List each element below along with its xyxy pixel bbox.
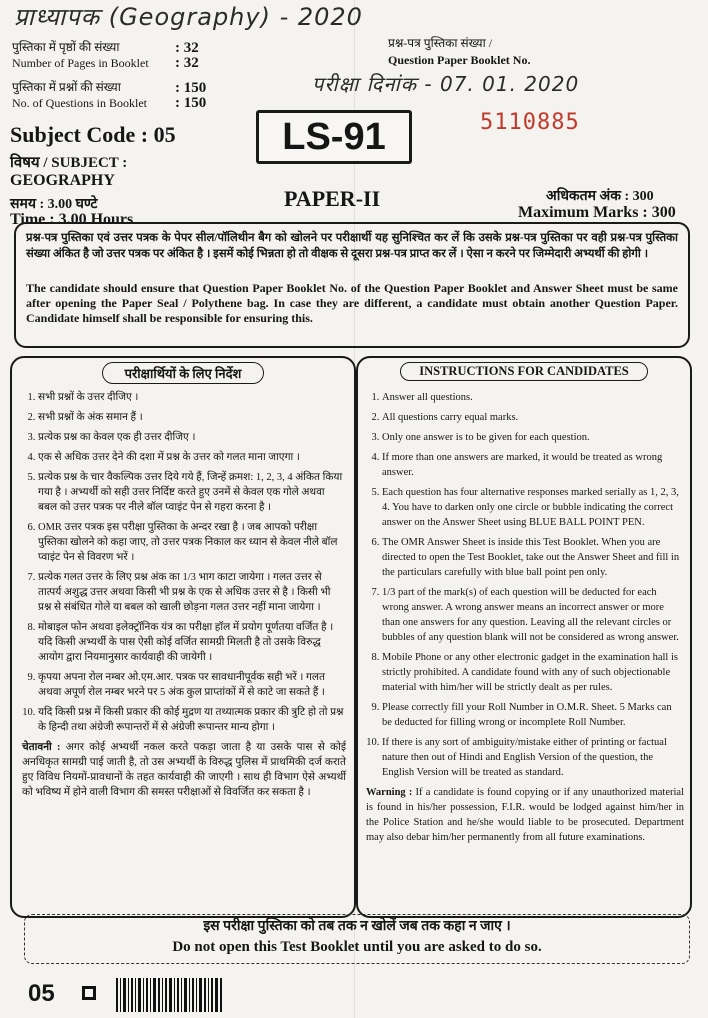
subject-label: विषय / SUBJECT :: [10, 155, 128, 171]
hindi-instructions-list: [14, 390, 346, 735]
code-box-text: LS-91: [282, 116, 386, 158]
booklet-no-label-en: Question Paper Booklet No.: [388, 53, 531, 67]
list-item: 4. एक से अधिक उत्तर देने की दशा में प्रश्न के उत्तर को गलत माना जाएगा ।: [38, 450, 346, 465]
list-item: 7. 1/3 part of the mark(s) of each question will be deducted for each wrong answer. A wrong answer means an incorrect answer or more than one answers for any question. Leaving all the relevant circles or bubbles of any question blank will not be considered as wrong answer.: [382, 585, 684, 645]
subject-name: GEOGRAPHY: [10, 172, 115, 189]
time-en: Time : 3.00 Hours: [10, 211, 134, 228]
pages-count-value: : 32: [175, 40, 199, 56]
barcode-icon: [116, 978, 224, 1012]
handwritten-subject-note: प्राध्यापक (Geography) - 2020: [14, 3, 363, 31]
pages-count-hi: पुस्तिका में पृष्ठों की संख्या: [12, 40, 120, 54]
english-instructions-title: [364, 362, 684, 381]
code-box: [256, 110, 412, 164]
english-instructions-title-text: INSTRUCTIONS FOR CANDIDATES: [400, 362, 648, 381]
questions-count-en: No. of Questions in Booklet: [12, 96, 147, 110]
questions-count-value: : 150: [175, 80, 207, 96]
booklet-number: 5110885: [480, 110, 580, 135]
seal-notice-hi: प्रश्न-पत्र पुस्तिका एवं उत्तर पत्रक के पेपर सील/पॉलिथीन बैग को खोलने पर परीक्षार्थी यह सुनिश्चित कर लें कि उसके प्रश्न-पत्र पुस्तिका पर वही प्रश्न-पत्र पुस्तिका संख्या अंकित है जो उत्तर पत्रक पर अंकित है । इसमें कोई भिन्नता हो तो वीक्षक से दूसरा प्रश्न-पत्र प्राप्त कर लें । ऐसा न करने पर जिम्मेदारी अभ्यर्थी की होगी ।: [26, 232, 678, 260]
list-item: 8. मोबाइल फोन अथवा इलेक्ट्रॉनिक यंत्र का परीक्षा हॉल में प्रयोग पूर्णतया वर्जित है । यदि किसी अभ्यर्थी के पास ऐसी कोई वर्जित सामग्री मिलती है तो उसके विरुद्ध आयोग द्वारा नियमानुसार कार्यवाही की जायेगी ।: [38, 620, 346, 665]
list-item: 10. If there is any sort of ambiguity/mistake either of printing or factual nature then out of Hindi and English Version of the question, the English Version will be treated as standard.: [382, 735, 684, 780]
bottom-subject-code: 05: [28, 980, 55, 1007]
list-item: 6. The OMR Answer Sheet is inside this Test Booklet. When you are directed to open the Test Booklet, take out the Answer Sheet and fill in the particulars carefully with blue ball point pen only.: [382, 535, 684, 580]
hindi-warning-label: चेतावनी :: [22, 742, 61, 753]
english-warning-text: If a candidate is found copying or if any unauthorized material is found in his/her possession, F.I.R. would be lodged against him/her in the Police Station and he/she would liable to be prosecuted. Department may also debar him/her permanently from all future examinations.: [366, 787, 684, 843]
hindi-instructions-title-text: परीक्षार्थियों के लिए निर्देश: [102, 362, 265, 384]
list-item: 5. Each question has four alternative responses marked serially as 1, 2, 3, 4. You have to darken only one circle or bubble indicating the correct answer on the Answer Sheet using BLUE BALL POINT PEN.: [382, 485, 684, 530]
questions-count-value-en: : 150: [175, 95, 207, 111]
max-marks-hi: अधिकतम अंक : 300: [546, 189, 654, 204]
list-item: 6. OMR उत्तर पत्रक इस परीक्षा पुस्तिका के अन्दर रखा है । जब आपको परीक्षा पुस्तिका खोलने को कहा जाए, तो उत्तर पत्रक निकाल कर ध्यान से केवल नीले बॉल प्वाइंट पेन से विवरण भरें ।: [38, 520, 346, 565]
list-item: 4. If more than one answers are marked, it would be treated as wrong answer.: [382, 450, 684, 480]
list-item: 2. All questions carry equal marks.: [382, 410, 684, 425]
list-item: 3. Only one answer is to be given for each question.: [382, 430, 684, 445]
list-item: 10. यदि किसी प्रश्न में किसी प्रकार की कोई मुद्रण या तथ्यात्मक प्रकार की त्रुटि हो तो प्रश्न के हिन्दी तथा अंग्रेजी रूपान्तरों में से अंग्रेजी रूपान्तर मान्य होगा ।: [38, 705, 346, 735]
list-item: 3. प्रत्येक प्रश्न का केवल एक ही उत्तर दीजिए ।: [38, 430, 346, 445]
list-item: 1. Answer all questions.: [382, 390, 684, 405]
english-warning-label: Warning :: [366, 787, 413, 798]
handwritten-exam-date-note: परीक्षा दिनांक - 07. 01. 2020: [312, 72, 580, 96]
list-item: 8. Mobile Phone or any other electronic gadget in the examination hall is strictly prohibited. A candidate found with any of such objectionable material with him/her will be strictly dealt as per rules.: [382, 650, 684, 695]
seal-notice-box: [14, 222, 690, 348]
pages-count-value-en: : 32: [175, 55, 199, 71]
hindi-instructions-box: [10, 356, 356, 918]
time-hi: समय : 3.00 घण्टे: [10, 197, 98, 212]
english-warning: [366, 785, 684, 845]
list-item: 7. प्रत्येक गलत उत्तर के लिए प्रश्न अंक का 1/3 भाग काटा जायेगा । गलत उत्तर से तात्पर्य अशुद्ध उत्तर अथवा किसी भी प्रश्न के एक से अधिक उत्तर से है । किसी भी प्रश्न से संबंधित गोले या बबल को खाली छोड़ना गलत उत्तर नहीं माना जायेगा ।: [38, 570, 346, 615]
checkbox-square: [82, 986, 96, 1000]
english-instructions-box: [356, 356, 692, 918]
list-item: 2. सभी प्रश्नों के अंक समान हैं ।: [38, 410, 346, 425]
hindi-warning-text: अगर कोई अभ्यर्थी नकल करते पकड़ा जाता है या उसके पास से कोई अनधिकृत सामग्री पाई जाती है, तो उस अभ्यर्थी के विरुद्ध पुलिस में प्राथमिकी दर्ज कराते हुए विविध नियमों-प्रावधानों के तहत कार्यवाही की जाएगी । साथ ही विभाग ऐसे अभ्यर्थी को भविष्य में होने वाली विभाग की समस्त परीक्षाओं से विवर्जित कर सकता है ।: [22, 742, 346, 798]
footer-notice-en: Do not open this Test Booklet until you are asked to do so.: [172, 939, 542, 955]
list-item: 5. प्रत्येक प्रश्न के चार वैकल्पिक उत्तर दिये गये हैं, जिन्हें क्रमश: 1, 2, 3, 4 अंकित किया गया है । अभ्यर्थी को सही उत्तर निर्दिष्ट करते हुए उनमें से केवल एक गोले अथवा बबल को उत्तर पत्रक पर नीले बॉल प्वाइंट पेन से गहरा करना है ।: [38, 470, 346, 515]
questions-count-hi: पुस्तिका में प्रश्नों की संख्या: [12, 80, 121, 94]
booklet-no-label-hi: प्रश्न-पत्र पुस्तिका संख्या /: [388, 36, 493, 50]
list-item: 9. Please correctly fill your Roll Number in O.M.R. Sheet. 5 Marks can be deducted for filling wrong or incomplete Roll Number.: [382, 700, 684, 730]
paper-title: PAPER-II: [284, 186, 381, 211]
seal-notice-en: The candidate should ensure that Question Paper Booklet No. of the Question Paper Booklet and Answer Sheet must be same after opening the Paper Seal / Polythene bag. In case they are different, a candidate must obtain another Question Paper. Candidate himself shall be responsible for ensuring this.: [26, 281, 678, 325]
footer-notice-box: [24, 914, 690, 964]
list-item: 9. कृपया अपना रोल नम्बर ओ.एम.आर. पत्रक पर सावधानीपूर्वक सही भरें । गलत अथवा अपूर्ण रोल नम्बर भरने पर 5 अंक कुल प्राप्तांकों में से काटे जा सकते हैं ।: [38, 670, 346, 700]
list-item: 1. सभी प्रश्नों के उत्तर दीजिए ।: [38, 390, 346, 405]
hindi-instructions-title: [22, 362, 344, 384]
max-marks-en: Maximum Marks : 300: [518, 204, 676, 221]
english-instructions-list: [358, 390, 684, 780]
pages-count-en: Number of Pages in Booklet: [12, 56, 149, 70]
footer-notice-hi: इस परीक्षा पुस्तिका को तब तक न खोलें जब तक कहा न जाए ।: [203, 919, 511, 934]
subject-code: Subject Code : 05: [10, 122, 176, 147]
hindi-warning: [22, 740, 346, 800]
